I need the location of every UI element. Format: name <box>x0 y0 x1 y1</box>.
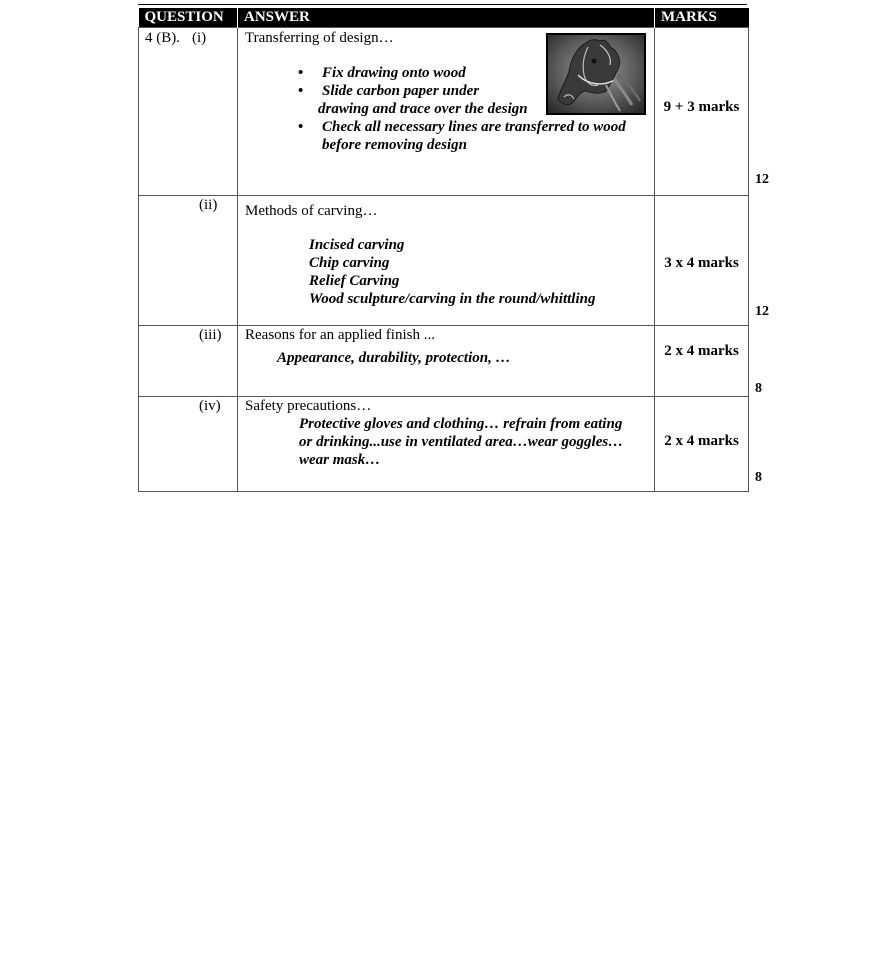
answer-cell <box>238 397 655 492</box>
header-marks: MARKS <box>655 8 749 28</box>
answer-point: • Check all necessary lines are transferred to wood <box>298 119 626 135</box>
answer-point: Protective gloves and clothing… refrain from eating <box>299 416 623 432</box>
answer-cell <box>238 326 655 397</box>
question-cell <box>139 397 238 492</box>
question-cell <box>139 28 238 196</box>
horse-head-carving-picture <box>548 35 644 113</box>
header-question: QUESTION <box>139 8 238 28</box>
answer-lead: Transferring of design… <box>245 30 394 46</box>
top-rule <box>138 4 747 5</box>
question-cell <box>139 196 238 326</box>
answer-point: • Fix drawing onto wood <box>298 65 466 81</box>
table-row <box>139 196 749 326</box>
question-number: 4 (B). <box>145 30 180 46</box>
table-row <box>139 326 749 397</box>
answer-point: wear mask… <box>299 452 381 468</box>
marks-cell <box>655 397 749 492</box>
question-cell <box>139 326 238 397</box>
answer-point: Chip carving <box>309 255 390 271</box>
answer-point: Relief Carving <box>309 273 400 289</box>
total-marks: 12 <box>755 172 769 187</box>
bullet-icon: • <box>298 83 304 99</box>
total-marks: 12 <box>755 304 769 319</box>
answer-cell <box>238 196 655 326</box>
answer-lead: Methods of carving… <box>245 203 378 219</box>
answer-point-continued: before removing design <box>322 137 467 153</box>
bullet-icon: • <box>298 65 304 81</box>
marks-value: 2 x 4 marks <box>664 433 739 449</box>
table-row <box>139 397 749 492</box>
answer-point: Wood sculpture/carving in the round/whittling <box>309 291 596 307</box>
answer-lead: Reasons for an applied finish ... <box>245 327 435 343</box>
horse-head-carving-icon <box>546 33 646 115</box>
answer-point: Incised carving <box>309 237 405 253</box>
answer-point: • Slide carbon paper under <box>298 83 480 99</box>
header-answer: ANSWER <box>238 8 655 28</box>
marks-value: 9 + 3 marks <box>663 99 740 115</box>
bullet-icon: • <box>298 119 304 135</box>
marks-cell <box>655 196 749 326</box>
answer-lead: Safety precautions… <box>245 398 372 414</box>
marks-cell <box>655 28 749 196</box>
question-part: (ii) <box>199 197 218 213</box>
total-marks: 8 <box>755 470 762 485</box>
marks-value: 2 x 4 marks <box>664 343 739 359</box>
answer-point: or drinking...use in ventilated area…wear goggles… <box>299 434 624 450</box>
header-row <box>139 8 749 28</box>
answer-point-continued: drawing and trace over the design <box>318 101 528 117</box>
table-row <box>139 28 749 196</box>
total-marks: 8 <box>755 381 762 396</box>
marking-scheme-table <box>138 8 749 492</box>
question-part: (iii) <box>199 327 222 343</box>
question-part: (i) <box>192 30 207 46</box>
question-part: (iv) <box>199 398 221 414</box>
marks-cell <box>655 326 749 397</box>
marks-value: 3 x 4 marks <box>664 255 739 271</box>
answer-point: Appearance, durability, protection, … <box>277 350 511 366</box>
